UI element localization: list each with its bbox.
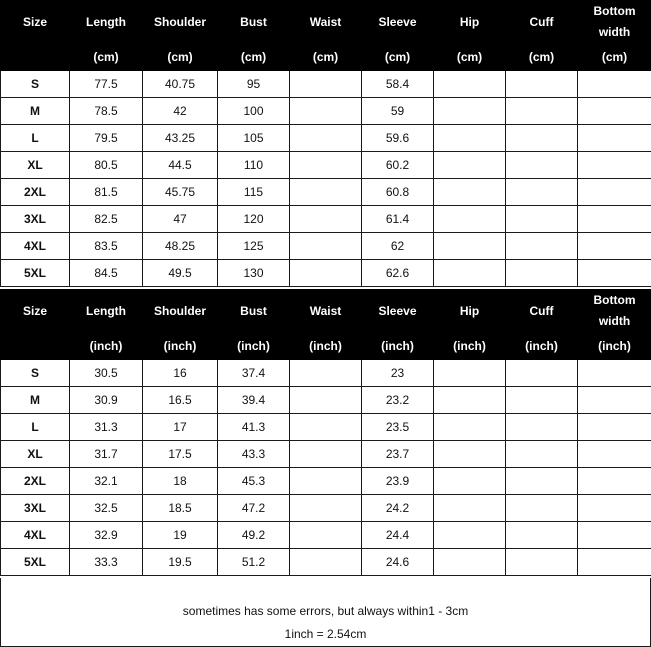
column-header: Waist xyxy=(290,290,362,333)
size-table-inch xyxy=(0,289,651,576)
measurement-cell xyxy=(434,125,506,152)
table-row xyxy=(1,152,651,179)
unit-label: (cm) xyxy=(362,44,434,71)
size-label: 4XL xyxy=(1,233,70,260)
measurement-cell xyxy=(290,522,362,549)
measurement-cell: 79.5 xyxy=(70,125,143,152)
measurement-cell xyxy=(506,360,578,387)
measurement-cell xyxy=(506,495,578,522)
size-label: L xyxy=(1,414,70,441)
table-row xyxy=(1,360,651,387)
column-header: Length xyxy=(70,1,143,44)
measurement-cell xyxy=(506,549,578,576)
measurement-cell: 19 xyxy=(143,522,218,549)
size-label: S xyxy=(1,360,70,387)
unit-label: (cm) xyxy=(70,44,143,71)
measurement-cell: 17.5 xyxy=(143,441,218,468)
measurement-cell xyxy=(290,549,362,576)
size-table-cm xyxy=(0,0,651,287)
measurement-cell xyxy=(290,206,362,233)
measurement-cell xyxy=(506,152,578,179)
measurement-cell xyxy=(506,71,578,98)
unit-label: (cm) xyxy=(578,44,651,71)
measurement-cell xyxy=(506,206,578,233)
measurement-cell: 80.5 xyxy=(70,152,143,179)
size-label: 2XL xyxy=(1,179,70,206)
measurement-cell: 60.8 xyxy=(362,179,434,206)
measurement-cell: 60.2 xyxy=(362,152,434,179)
measurement-cell: 77.5 xyxy=(70,71,143,98)
column-header: Bottom width xyxy=(578,1,651,44)
measurement-cell xyxy=(506,125,578,152)
measurement-cell xyxy=(290,71,362,98)
measurement-cell: 47 xyxy=(143,206,218,233)
unit-label: (cm) xyxy=(218,44,290,71)
measurement-cell: 16 xyxy=(143,360,218,387)
measurement-cell: 24.2 xyxy=(362,495,434,522)
measurement-cell xyxy=(506,387,578,414)
measurement-cell xyxy=(506,414,578,441)
size-label: 4XL xyxy=(1,522,70,549)
table-body xyxy=(1,71,651,287)
unit-label xyxy=(1,44,70,71)
measurement-cell xyxy=(434,152,506,179)
measurement-cell xyxy=(434,414,506,441)
measurement-cell: 82.5 xyxy=(70,206,143,233)
measurement-cell xyxy=(434,179,506,206)
column-header: Size xyxy=(1,1,70,44)
measurement-cell xyxy=(578,522,651,549)
measurement-cell: 43.3 xyxy=(218,441,290,468)
measurement-cell xyxy=(434,206,506,233)
measurement-cell xyxy=(506,441,578,468)
measurement-cell xyxy=(578,152,651,179)
unit-label: (inch) xyxy=(143,333,218,360)
measurement-cell xyxy=(578,468,651,495)
measurement-cell: 37.4 xyxy=(218,360,290,387)
measurement-cell: 41.3 xyxy=(218,414,290,441)
measurement-cell: 31.7 xyxy=(70,441,143,468)
measurement-cell: 31.3 xyxy=(70,414,143,441)
header-row xyxy=(1,290,651,333)
column-header: Sleeve xyxy=(362,290,434,333)
size-label: XL xyxy=(1,152,70,179)
measurement-cell: 32.9 xyxy=(70,522,143,549)
table-row xyxy=(1,233,651,260)
measurement-cell: 40.75 xyxy=(143,71,218,98)
unit-label: (inch) xyxy=(578,333,651,360)
column-header: Hip xyxy=(434,1,506,44)
column-header: Shoulder xyxy=(143,1,218,44)
measurement-cell xyxy=(578,360,651,387)
measurement-cell: 125 xyxy=(218,233,290,260)
measurement-cell: 49.5 xyxy=(143,260,218,287)
column-header: Cuff xyxy=(506,290,578,333)
measurement-cell: 62.6 xyxy=(362,260,434,287)
measurement-cell: 18 xyxy=(143,468,218,495)
unit-label: (inch) xyxy=(362,333,434,360)
column-header: Shoulder xyxy=(143,290,218,333)
measurement-cell xyxy=(434,522,506,549)
unit-label: (inch) xyxy=(218,333,290,360)
measurement-cell xyxy=(578,549,651,576)
size-label: M xyxy=(1,98,70,125)
measurement-cell: 130 xyxy=(218,260,290,287)
unit-row xyxy=(1,333,651,360)
measurement-cell: 61.4 xyxy=(362,206,434,233)
measurement-cell xyxy=(434,98,506,125)
table-row xyxy=(1,441,651,468)
column-header: Bust xyxy=(218,290,290,333)
measurement-cell: 120 xyxy=(218,206,290,233)
measurement-cell xyxy=(434,549,506,576)
note-conversion: 1inch = 2.54cm xyxy=(284,627,367,641)
measurement-cell xyxy=(434,360,506,387)
size-label: 3XL xyxy=(1,495,70,522)
measurement-cell: 33.3 xyxy=(70,549,143,576)
header-row xyxy=(1,1,651,44)
measurement-cell: 42 xyxy=(143,98,218,125)
measurement-cell: 49.2 xyxy=(218,522,290,549)
measurement-cell: 58.4 xyxy=(362,71,434,98)
measurement-cell: 30.9 xyxy=(70,387,143,414)
unit-label: (cm) xyxy=(506,44,578,71)
measurement-cell: 24.6 xyxy=(362,549,434,576)
measurement-cell xyxy=(506,522,578,549)
size-label: 5XL xyxy=(1,260,70,287)
measurement-cell: 78.5 xyxy=(70,98,143,125)
column-header: Sleeve xyxy=(362,1,434,44)
measurement-cell: 32.5 xyxy=(70,495,143,522)
column-header: Bottom width xyxy=(578,290,651,333)
measurement-cell xyxy=(578,98,651,125)
size-label: 2XL xyxy=(1,468,70,495)
size-label: S xyxy=(1,71,70,98)
measurement-cell: 44.5 xyxy=(143,152,218,179)
measurement-cell xyxy=(290,98,362,125)
measurement-cell: 30.5 xyxy=(70,360,143,387)
measurement-note xyxy=(0,578,651,647)
measurement-cell xyxy=(290,387,362,414)
table-row xyxy=(1,522,651,549)
measurement-cell xyxy=(434,71,506,98)
measurement-cell: 23.2 xyxy=(362,387,434,414)
unit-label: (cm) xyxy=(143,44,218,71)
measurement-cell xyxy=(290,179,362,206)
measurement-cell xyxy=(578,233,651,260)
measurement-cell: 62 xyxy=(362,233,434,260)
measurement-cell xyxy=(290,414,362,441)
measurement-cell: 59.6 xyxy=(362,125,434,152)
column-header: Size xyxy=(1,290,70,333)
size-label: L xyxy=(1,125,70,152)
measurement-cell xyxy=(290,468,362,495)
measurement-cell xyxy=(578,387,651,414)
measurement-cell xyxy=(434,387,506,414)
table-row xyxy=(1,179,651,206)
measurement-cell xyxy=(434,233,506,260)
measurement-cell: 95 xyxy=(218,71,290,98)
table-row xyxy=(1,206,651,233)
measurement-cell xyxy=(434,260,506,287)
table-row xyxy=(1,98,651,125)
measurement-cell xyxy=(290,360,362,387)
measurement-cell xyxy=(290,125,362,152)
measurement-cell: 18.5 xyxy=(143,495,218,522)
measurement-cell xyxy=(506,260,578,287)
measurement-cell: 23.5 xyxy=(362,414,434,441)
measurement-cell: 24.4 xyxy=(362,522,434,549)
measurement-cell: 105 xyxy=(218,125,290,152)
measurement-cell xyxy=(578,125,651,152)
unit-label: (inch) xyxy=(434,333,506,360)
column-header: Bust xyxy=(218,1,290,44)
measurement-cell: 110 xyxy=(218,152,290,179)
table-row xyxy=(1,387,651,414)
measurement-cell xyxy=(434,468,506,495)
measurement-cell xyxy=(506,468,578,495)
table-row xyxy=(1,260,651,287)
column-header: Hip xyxy=(434,290,506,333)
table-row xyxy=(1,71,651,98)
measurement-cell xyxy=(578,206,651,233)
measurement-cell: 43.25 xyxy=(143,125,218,152)
measurement-cell xyxy=(506,233,578,260)
size-label: XL xyxy=(1,441,70,468)
measurement-cell: 17 xyxy=(143,414,218,441)
measurement-cell: 59 xyxy=(362,98,434,125)
measurement-cell: 23 xyxy=(362,360,434,387)
table-row xyxy=(1,414,651,441)
column-header: Cuff xyxy=(506,1,578,44)
measurement-cell: 83.5 xyxy=(70,233,143,260)
measurement-cell: 81.5 xyxy=(70,179,143,206)
table-row xyxy=(1,495,651,522)
unit-label: (inch) xyxy=(70,333,143,360)
measurement-cell: 115 xyxy=(218,179,290,206)
measurement-cell: 23.9 xyxy=(362,468,434,495)
size-label: 3XL xyxy=(1,206,70,233)
measurement-cell: 48.25 xyxy=(143,233,218,260)
measurement-cell xyxy=(578,414,651,441)
measurement-cell xyxy=(290,441,362,468)
unit-label xyxy=(1,333,70,360)
measurement-cell: 47.2 xyxy=(218,495,290,522)
measurement-cell xyxy=(290,495,362,522)
table-row xyxy=(1,549,651,576)
measurement-cell: 84.5 xyxy=(70,260,143,287)
measurement-cell xyxy=(290,233,362,260)
measurement-cell: 32.1 xyxy=(70,468,143,495)
measurement-cell xyxy=(578,260,651,287)
measurement-cell: 45.3 xyxy=(218,468,290,495)
measurement-cell: 39.4 xyxy=(218,387,290,414)
measurement-cell xyxy=(506,98,578,125)
measurement-cell xyxy=(578,179,651,206)
measurement-cell xyxy=(578,441,651,468)
measurement-cell xyxy=(506,179,578,206)
table-row xyxy=(1,125,651,152)
measurement-cell xyxy=(290,152,362,179)
measurement-cell: 51.2 xyxy=(218,549,290,576)
unit-label: (cm) xyxy=(290,44,362,71)
measurement-cell: 16.5 xyxy=(143,387,218,414)
measurement-cell xyxy=(578,71,651,98)
unit-label: (cm) xyxy=(434,44,506,71)
measurement-cell xyxy=(578,495,651,522)
unit-label: (inch) xyxy=(290,333,362,360)
table-body xyxy=(1,360,651,576)
measurement-cell xyxy=(434,495,506,522)
table-row xyxy=(1,468,651,495)
note-error-tolerance: sometimes has some errors, but always within1 - 3cm xyxy=(182,604,469,618)
measurement-cell: 45.75 xyxy=(143,179,218,206)
measurement-cell xyxy=(290,260,362,287)
measurement-cell: 100 xyxy=(218,98,290,125)
size-label: 5XL xyxy=(1,549,70,576)
unit-label: (inch) xyxy=(506,333,578,360)
column-header: Length xyxy=(70,290,143,333)
measurement-cell: 19.5 xyxy=(143,549,218,576)
size-label: M xyxy=(1,387,70,414)
measurement-cell: 23.7 xyxy=(362,441,434,468)
column-header: Waist xyxy=(290,1,362,44)
unit-row xyxy=(1,44,651,71)
measurement-cell xyxy=(434,441,506,468)
